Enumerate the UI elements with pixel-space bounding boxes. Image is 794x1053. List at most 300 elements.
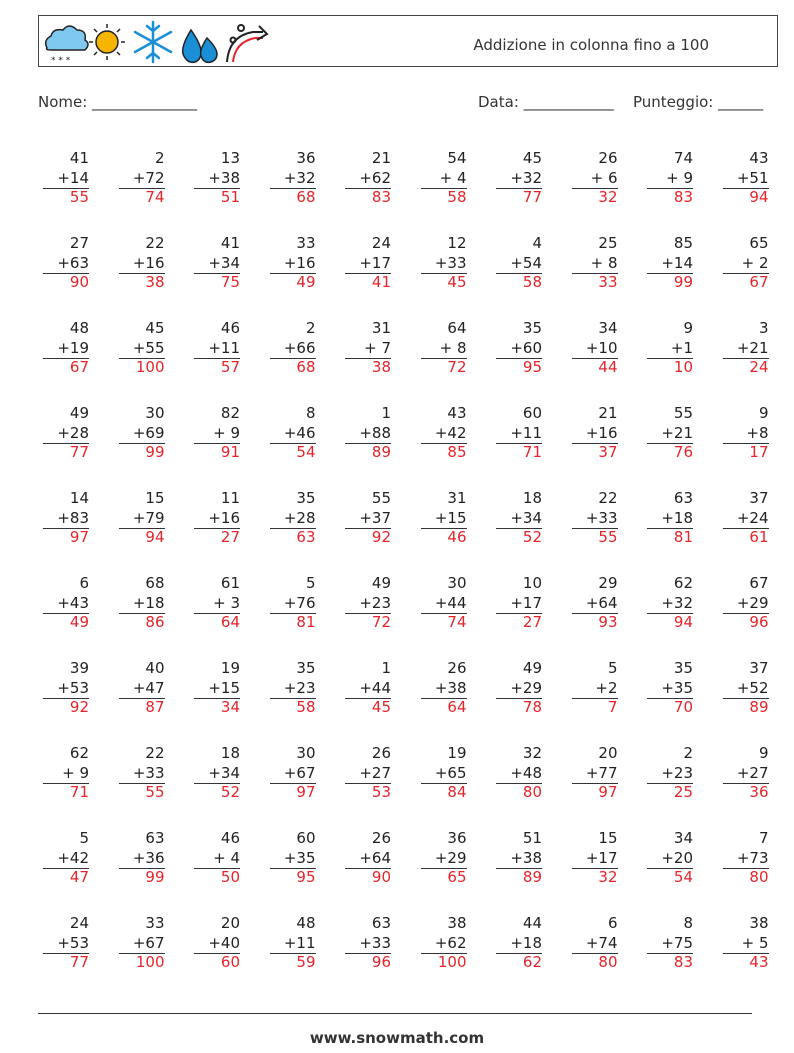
answer: 95 (496, 358, 542, 377)
answer: 60 (194, 953, 240, 972)
answer: 71 (43, 783, 89, 802)
addend-top: 43 (447, 404, 467, 422)
problem (270, 659, 316, 717)
answer: 33 (572, 273, 618, 292)
problem (572, 489, 618, 547)
addend-top: 22 (145, 744, 165, 762)
addend-bottom: +33 (434, 253, 467, 272)
addend-bottom: + 9 (666, 168, 693, 187)
addend-bottom: +33 (132, 763, 165, 782)
problem (421, 574, 467, 632)
answer: 90 (345, 868, 391, 887)
addend-bottom: +18 (132, 593, 165, 612)
answer: 92 (345, 528, 391, 547)
answer: 97 (270, 783, 316, 802)
addend-bottom: +46 (283, 423, 316, 442)
problem (119, 659, 165, 717)
addend-bottom: +27 (736, 763, 769, 782)
addend-top: 65 (749, 234, 769, 252)
answer: 55 (572, 528, 618, 547)
answer: 49 (43, 613, 89, 632)
answer: 64 (421, 698, 467, 717)
addend-bottom: +65 (434, 763, 467, 782)
problem (194, 234, 240, 292)
score-field: Punteggio: ______ (633, 93, 764, 111)
addend-bottom: +36 (132, 848, 165, 867)
addend-bottom: +77 (585, 763, 618, 782)
answer: 77 (43, 953, 89, 972)
problem (194, 404, 240, 462)
problem (496, 659, 542, 717)
addend-top: 67 (749, 574, 769, 592)
addend-top: 43 (749, 149, 769, 167)
problem (572, 829, 618, 887)
problem (496, 744, 542, 802)
addend-bottom: +27 (359, 763, 391, 782)
addend-top: 48 (69, 319, 89, 337)
problem (345, 404, 391, 462)
problem (119, 319, 165, 377)
problem (496, 319, 542, 377)
addend-top: 38 (447, 914, 467, 932)
addend-top: 61 (220, 574, 240, 592)
answer: 94 (647, 613, 693, 632)
answer: 53 (345, 783, 391, 802)
answer: 74 (421, 613, 467, 632)
addend-top: 29 (598, 574, 618, 592)
problem (496, 914, 542, 972)
answer: 54 (270, 443, 316, 462)
problem (723, 744, 769, 802)
problem (194, 574, 240, 632)
addend-bottom: +33 (359, 933, 391, 952)
problem (647, 744, 693, 802)
addend-top: 11 (220, 489, 240, 507)
addend-top: 63 (145, 829, 165, 847)
problem (345, 489, 391, 547)
answer: 89 (345, 443, 391, 462)
addend-top: 37 (749, 659, 769, 677)
addend-bottom: +32 (510, 168, 542, 187)
answer: 99 (647, 273, 693, 292)
addend-bottom: +88 (359, 423, 391, 442)
addend-bottom: +66 (283, 338, 316, 357)
problem (119, 914, 165, 972)
answer: 77 (496, 188, 542, 207)
addend-bottom: +20 (661, 848, 693, 867)
addend-top: 48 (296, 914, 316, 932)
answer: 50 (194, 868, 240, 887)
answer: 38 (345, 358, 391, 377)
problem (43, 914, 89, 972)
addend-bottom: +42 (57, 848, 89, 867)
addend-top: 8 (683, 914, 693, 932)
addend-top: 46 (220, 319, 240, 337)
problem (723, 149, 769, 207)
addend-bottom: + 9 (213, 423, 240, 442)
addend-top: 45 (145, 319, 165, 337)
problem (119, 574, 165, 632)
addend-top: 49 (69, 404, 89, 422)
problem (119, 744, 165, 802)
addend-top: 31 (447, 489, 467, 507)
addend-bottom: +19 (57, 338, 89, 357)
problem (43, 659, 89, 717)
addend-bottom: +23 (359, 593, 391, 612)
answer: 72 (345, 613, 391, 632)
svg-text:* * *: * * * (51, 56, 71, 66)
answer: 32 (572, 188, 618, 207)
answer: 49 (270, 273, 316, 292)
addend-top: 55 (673, 404, 693, 422)
problem (723, 404, 769, 462)
addend-bottom: +74 (585, 933, 618, 952)
problem (119, 489, 165, 547)
problem (421, 489, 467, 547)
addend-top: 36 (447, 829, 467, 847)
answer: 84 (421, 783, 467, 802)
addend-bottom: + 4 (439, 168, 467, 187)
problem (421, 319, 467, 377)
problem (647, 319, 693, 377)
addend-bottom: +35 (283, 848, 316, 867)
addend-top: 22 (145, 234, 165, 252)
addend-top: 35 (673, 659, 693, 677)
addend-bottom: +32 (283, 168, 316, 187)
addend-top: 49 (522, 659, 542, 677)
problem (723, 659, 769, 717)
addend-bottom: +16 (283, 253, 316, 272)
addend-bottom: +24 (736, 508, 769, 527)
addend-top: 32 (522, 744, 542, 762)
answer: 83 (647, 188, 693, 207)
answer: 83 (647, 953, 693, 972)
addend-bottom: +17 (585, 848, 618, 867)
problem (194, 829, 240, 887)
answer: 17 (723, 443, 769, 462)
addend-bottom: +28 (283, 508, 316, 527)
problem (194, 914, 240, 972)
addend-bottom: +16 (132, 253, 165, 272)
addend-bottom: +67 (132, 933, 165, 952)
problem (421, 659, 467, 717)
answer: 67 (43, 358, 89, 377)
answer: 58 (270, 698, 316, 717)
answer: 92 (43, 698, 89, 717)
addend-bottom: +33 (585, 508, 618, 527)
addend-top: 54 (447, 149, 467, 167)
addend-top: 60 (522, 404, 542, 422)
answer: 96 (345, 953, 391, 972)
addend-bottom: +16 (585, 423, 618, 442)
addend-top: 30 (447, 574, 467, 592)
problem (723, 489, 769, 547)
addend-bottom: +23 (661, 763, 693, 782)
problem (723, 829, 769, 887)
problem (647, 914, 693, 972)
answer: 52 (194, 783, 240, 802)
answer: 24 (723, 358, 769, 377)
problem (345, 149, 391, 207)
answer: 65 (421, 868, 467, 887)
addend-top: 41 (220, 234, 240, 252)
addend-top: 9 (758, 404, 769, 422)
answer: 99 (119, 868, 165, 887)
addend-top: 63 (371, 914, 391, 932)
addend-bottom: +15 (434, 508, 467, 527)
addend-top: 5 (79, 829, 89, 847)
addend-bottom: +76 (283, 593, 316, 612)
addend-bottom: +38 (434, 678, 467, 697)
answer: 94 (119, 528, 165, 547)
answer: 54 (647, 868, 693, 887)
date-field: Data: ____________ (478, 93, 614, 111)
answer: 57 (194, 358, 240, 377)
problem (421, 914, 467, 972)
answer: 27 (496, 613, 542, 632)
problem (723, 574, 769, 632)
problem (119, 149, 165, 207)
answer: 61 (723, 528, 769, 547)
addend-bottom: +18 (510, 933, 542, 952)
answer: 51 (194, 188, 240, 207)
addend-top: 63 (673, 489, 693, 507)
answer: 71 (496, 443, 542, 462)
answer: 43 (723, 953, 769, 972)
addend-bottom: +72 (132, 168, 165, 187)
addend-top: 2 (305, 319, 316, 337)
addend-top: 33 (145, 914, 165, 932)
addend-top: 35 (296, 489, 316, 507)
addend-bottom: +47 (132, 678, 165, 697)
problem (647, 829, 693, 887)
answer: 38 (119, 273, 165, 292)
answer: 59 (270, 953, 316, 972)
answer: 67 (723, 273, 769, 292)
problem (572, 404, 618, 462)
name-field: Nome: ______________ (38, 93, 198, 111)
addend-bottom: + 2 (741, 253, 769, 272)
addend-bottom: +51 (736, 168, 769, 187)
problem (572, 744, 618, 802)
addend-top: 9 (758, 744, 769, 762)
addend-top: 62 (69, 744, 89, 762)
problem (496, 404, 542, 462)
addend-bottom: +67 (283, 763, 316, 782)
answer: 25 (647, 783, 693, 802)
addend-top: 40 (145, 659, 165, 677)
problem (572, 319, 618, 377)
problem (270, 149, 316, 207)
addend-top: 30 (145, 404, 165, 422)
addend-bottom: + 5 (741, 933, 769, 952)
answer: 100 (421, 953, 467, 972)
problem (723, 234, 769, 292)
answer: 64 (194, 613, 240, 632)
answer: 77 (43, 443, 89, 462)
addend-top: 9 (683, 319, 693, 337)
addend-top: 85 (673, 234, 693, 252)
footer-divider (38, 1013, 752, 1014)
addend-top: 26 (447, 659, 467, 677)
problem (194, 659, 240, 717)
addend-top: 7 (758, 829, 769, 847)
problem (270, 829, 316, 887)
problem (345, 234, 391, 292)
answer: 75 (194, 273, 240, 292)
problem (270, 234, 316, 292)
addend-bottom: +42 (434, 423, 467, 442)
problem (647, 489, 693, 547)
addend-bottom: +44 (359, 678, 391, 697)
addend-top: 41 (69, 149, 89, 167)
problem (270, 319, 316, 377)
addend-top: 49 (371, 574, 391, 592)
addend-top: 60 (296, 829, 316, 847)
addend-bottom: +79 (132, 508, 165, 527)
problem (345, 574, 391, 632)
problem (43, 744, 89, 802)
addend-bottom: +14 (57, 168, 89, 187)
answer: 74 (119, 188, 165, 207)
problem (723, 914, 769, 972)
addend-top: 25 (598, 234, 618, 252)
addend-top: 24 (371, 234, 391, 252)
addend-top: 21 (371, 149, 391, 167)
addend-top: 5 (305, 574, 316, 592)
addend-bottom: +1 (670, 338, 693, 357)
answer: 55 (119, 783, 165, 802)
answer: 34 (194, 698, 240, 717)
addend-top: 22 (598, 489, 618, 507)
problem (421, 234, 467, 292)
answer: 95 (270, 868, 316, 887)
addend-bottom: +23 (283, 678, 316, 697)
answer: 44 (572, 358, 618, 377)
problem (572, 574, 618, 632)
answer: 94 (723, 188, 769, 207)
addend-bottom: +38 (208, 168, 240, 187)
answer: 85 (421, 443, 467, 462)
addend-bottom: + 4 (213, 848, 240, 867)
addend-bottom: +64 (585, 593, 618, 612)
addend-top: 21 (598, 404, 618, 422)
addend-top: 55 (371, 489, 391, 507)
addend-bottom: +34 (510, 508, 542, 527)
addend-bottom: +60 (510, 338, 542, 357)
addend-bottom: +29 (736, 593, 769, 612)
addend-bottom: +44 (434, 593, 467, 612)
addend-top: 1 (381, 659, 391, 677)
addend-bottom: + 8 (439, 338, 467, 357)
addend-bottom: + 6 (590, 168, 618, 187)
addend-top: 15 (145, 489, 165, 507)
problem (572, 914, 618, 972)
addend-top: 20 (598, 744, 618, 762)
addend-bottom: +21 (736, 338, 769, 357)
problem (572, 149, 618, 207)
addend-bottom: +40 (208, 933, 240, 952)
addend-top: 38 (749, 914, 769, 932)
problem (270, 574, 316, 632)
addend-bottom: +21 (661, 423, 693, 442)
addend-bottom: + 9 (62, 763, 89, 782)
problem (496, 574, 542, 632)
addend-bottom: +43 (57, 593, 89, 612)
addend-top: 45 (522, 149, 542, 167)
answer: 52 (496, 528, 542, 547)
addend-top: 82 (220, 404, 240, 422)
problem (194, 319, 240, 377)
addend-bottom: +62 (434, 933, 467, 952)
problem (421, 404, 467, 462)
problem (496, 149, 542, 207)
answer: 68 (270, 188, 316, 207)
problem (496, 234, 542, 292)
problem (572, 659, 618, 717)
problem (345, 744, 391, 802)
answer: 100 (119, 953, 165, 972)
problem (43, 319, 89, 377)
answer: 45 (345, 698, 391, 717)
addend-bottom: +11 (510, 423, 542, 442)
problem (43, 234, 89, 292)
addend-bottom: +17 (359, 253, 391, 272)
addend-bottom: +32 (661, 593, 693, 612)
addend-bottom: +53 (57, 933, 89, 952)
addend-bottom: +34 (208, 253, 240, 272)
addend-bottom: +69 (132, 423, 165, 442)
addend-top: 39 (69, 659, 89, 677)
addend-bottom: +52 (736, 678, 769, 697)
problem (647, 404, 693, 462)
problem (119, 829, 165, 887)
addend-bottom: +38 (510, 848, 542, 867)
answer: 97 (43, 528, 89, 547)
addend-top: 62 (673, 574, 693, 592)
addend-top: 46 (220, 829, 240, 847)
addend-top: 30 (296, 744, 316, 762)
problem (345, 659, 391, 717)
answer: 27 (194, 528, 240, 547)
answer: 100 (119, 358, 165, 377)
addend-top: 20 (220, 914, 240, 932)
problem (194, 744, 240, 802)
addend-top: 37 (749, 489, 769, 507)
answer: 89 (496, 868, 542, 887)
answer: 86 (119, 613, 165, 632)
addend-bottom: + 3 (213, 593, 240, 612)
addend-bottom: +35 (661, 678, 693, 697)
addend-bottom: +11 (283, 933, 316, 952)
answer: 91 (194, 443, 240, 462)
addend-bottom: +53 (57, 678, 89, 697)
addend-top: 26 (371, 829, 391, 847)
answer: 47 (43, 868, 89, 887)
addend-top: 12 (447, 234, 467, 252)
addend-top: 1 (381, 404, 391, 422)
addend-top: 33 (296, 234, 316, 252)
problem (647, 574, 693, 632)
problem (496, 829, 542, 887)
problem (194, 489, 240, 547)
problem (43, 149, 89, 207)
answer: 87 (119, 698, 165, 717)
answer: 89 (723, 698, 769, 717)
addend-top: 6 (79, 574, 89, 592)
answer: 81 (270, 613, 316, 632)
answer: 32 (572, 868, 618, 887)
